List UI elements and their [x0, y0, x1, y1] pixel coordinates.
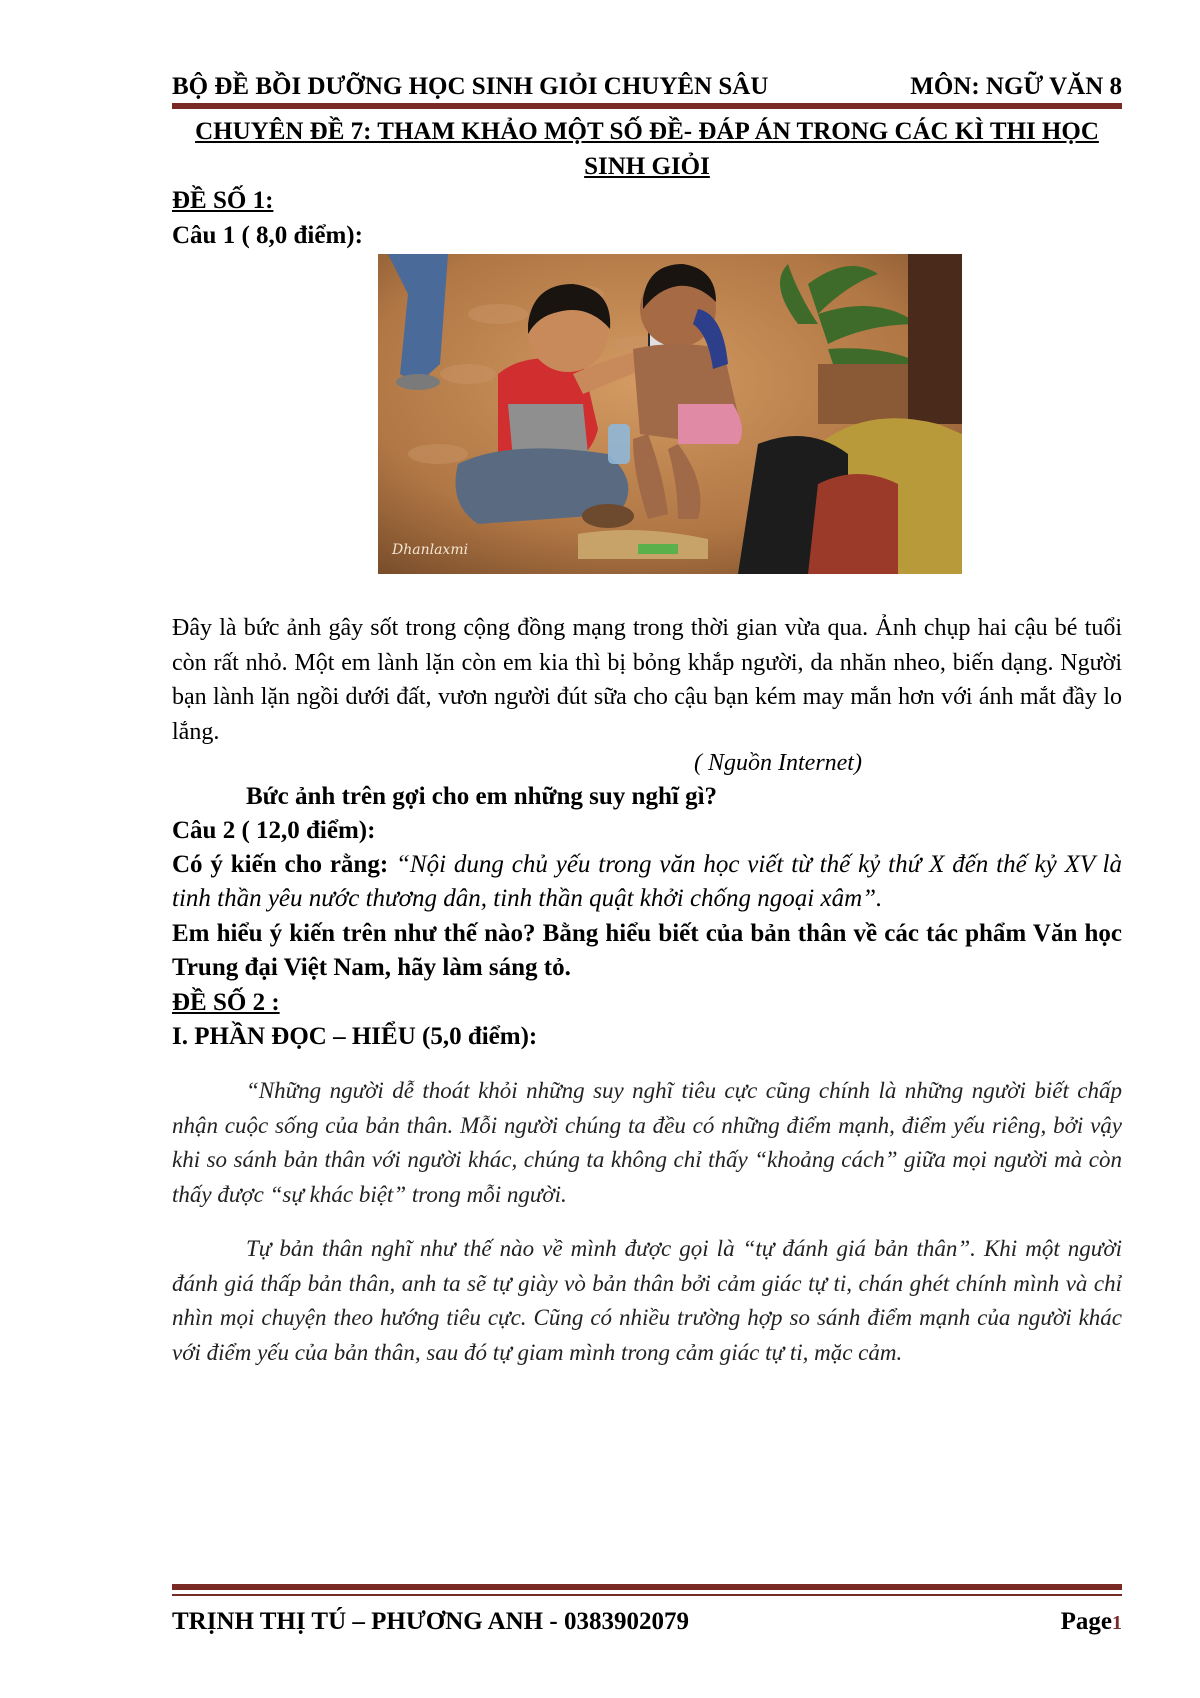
- cau-2-task: Em hiểu ý kiến trên như thế nào? Bằng hiểu biết của bản thân về các tác phẩm Văn học Trung đại Việt Nam, hãy làm sáng tỏ.: [172, 920, 1122, 981]
- source-note: ( Nguồn Internet): [694, 750, 862, 776]
- header-rule-thick: [172, 103, 1122, 109]
- passage-2: Tự bản thân nghĩ như thế nào về mình được gọi là “tự đánh giá bản thân”. Khi một người đánh giá thấp bản thân, anh ta sẽ tự giày vò bản thân bởi cảm giác tự ti, chán ghét chính mình và chỉ nhìn mọi chuyện theo hướng tiêu cực. Cũng có nhiều trường hợp so sánh điểm mạnh của người khác với điểm yếu của bản thân, sau đó tự giam mình trong cảm giác tự ti, mặc cảm.: [172, 1236, 1122, 1365]
- de-1-paragraph: Đây là bức ảnh gây sốt trong cộng đồng mạng trong thời gian vừa qua. Ảnh chụp hai cậu bé tuổi còn rất nhỏ. Một em lành lặn còn em kia thì bị bỏng khắp người, da nhăn nheo, biến dạng. Người bạn lành lặn ngồi dưới đất, vươn người đút sữa cho cậu bạn kém may mắn hơn với ánh mắt đầy lo lắng.: [172, 615, 1122, 745]
- photo-signature: Dhanlaxmi: [392, 542, 469, 558]
- cau-2-statement: [172, 848, 1122, 916]
- cau-1-question: Bức ảnh trên gợi cho em những suy nghĩ gì?: [246, 783, 718, 810]
- document-page: [172, 0, 1122, 1698]
- footer-rule-thick: [172, 1584, 1122, 1590]
- part-1-title: I. PHẦN ĐỌC – HIỂU (5,0 điểm):: [172, 1023, 538, 1050]
- de-1-title: ĐỀ SỐ 1:: [172, 187, 274, 214]
- header-title: BỘ ĐỀ BỒI DƯỠNG HỌC SINH GIỎI CHUYÊN SÂU: [172, 73, 769, 100]
- cau-2-title: Câu 2 ( 12,0 điểm):: [172, 817, 376, 844]
- page-number: 1: [1112, 1612, 1122, 1634]
- photo-illustration: [378, 254, 962, 574]
- header-subject: MÔN: NGỮ VĂN 8: [910, 73, 1122, 100]
- passage-1: “Những người dễ thoát khỏi những suy nghĩ tiêu cực cũng chính là những người biết chấp nhận cuộc sống của bản thân. Mỗi người chúng ta đều có những điểm mạnh, điểm yếu riêng, bởi vậy khi so sánh bản thân với người khác, chúng ta không chỉ thấy “khoảng cách” giữa mọi người mà còn thấy được “sự khác biệt” trong mỗi người.: [172, 1078, 1122, 1207]
- cau-2-lead: Có ý kiến cho rằng:: [172, 851, 397, 878]
- chuyen-de-title: CHUYÊN ĐỀ 7: THAM KHẢO MỘT SỐ ĐỀ- ĐÁP ÁN TRONG CÁC KÌ THI HỌC SINH GIỎI: [195, 118, 1099, 180]
- footer-rule-thin: [172, 1594, 1122, 1596]
- photo-two-children: [378, 254, 962, 574]
- cau-1-title: Câu 1 ( 8,0 điểm):: [172, 222, 363, 249]
- page-label: Page: [1060, 1608, 1112, 1635]
- footer-page: [1061, 1606, 1122, 1639]
- de-2-title: ĐỀ SỐ 2 :: [172, 989, 280, 1016]
- footer-author: TRỊNH THỊ TÚ – PHƯƠNG ANH - 0383902079: [172, 1608, 689, 1635]
- cau-2-quote: “Nội dung chủ yếu trong văn học viết từ thế kỷ thứ X đến thế kỷ XV là tinh thần yêu nước thương dân, tinh thần quật khởi chống ngoại xâm”.: [172, 851, 1122, 912]
